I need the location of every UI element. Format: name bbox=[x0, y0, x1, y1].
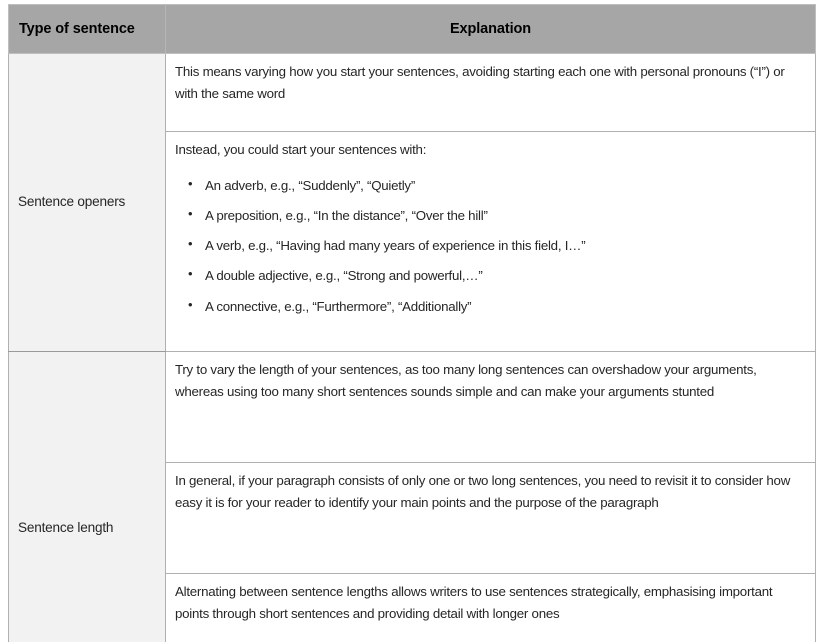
explanation-cell bbox=[166, 54, 816, 132]
explanation-cell bbox=[166, 132, 816, 352]
table-row bbox=[9, 54, 816, 132]
sentence-types-table bbox=[8, 4, 816, 642]
column-header-type-of-sentence: Type of sentence bbox=[9, 5, 166, 54]
table-body bbox=[9, 54, 816, 642]
bullet-icon: • bbox=[188, 205, 193, 221]
explanation-cell bbox=[166, 574, 816, 642]
paragraph-text: Try to vary the length of your sentences, as too many long sentences can overshadow your arguments, whereas using too many short sentences sounds simple and can make your arguments stunted bbox=[175, 362, 757, 399]
table-container bbox=[8, 4, 815, 642]
list-item bbox=[188, 296, 806, 315]
list-item-label: A preposition, e.g., “In the distance”, “Over the hill” bbox=[205, 207, 488, 223]
list-item-label: A double adjective, e.g., “Strong and powerful,…” bbox=[205, 268, 483, 284]
list-item-label: An adverb, e.g., “Suddenly”, “Quietly” bbox=[205, 177, 416, 193]
table-header-row bbox=[9, 5, 816, 54]
explanation-cell bbox=[166, 352, 816, 463]
list-item-label: A verb, e.g., “Having had many years of experience in this field, I…” bbox=[205, 238, 586, 254]
sentence-openers-list bbox=[175, 177, 806, 315]
paragraph-text: This means varying how you start your sentences, avoiding starting each one with personal pronouns (“I”) or with the same word bbox=[175, 64, 785, 101]
table-row bbox=[9, 352, 816, 463]
paragraph-text: Alternating between sentence lengths allows writers to use sentences strategically, emphasising important points through short sentences and providing detail with longer ones bbox=[175, 584, 773, 621]
list-intro-text: Instead, you could start your sentences with: bbox=[175, 142, 427, 157]
bullet-icon: • bbox=[188, 236, 193, 252]
list-item-label: A connective, e.g., “Furthermore”, “Additionally” bbox=[205, 298, 472, 314]
list-item bbox=[188, 266, 806, 284]
list-item bbox=[188, 205, 806, 224]
bullet-icon: • bbox=[188, 175, 193, 191]
table-header bbox=[9, 5, 816, 54]
paragraph-text: In general, if your paragraph consists of only one or two long sentences, you need to revisit it to consider how easy it is for your reader to identify your main points and the purpose of the paragraph bbox=[175, 473, 791, 510]
type-label-sentence-openers: Sentence openers bbox=[9, 54, 166, 352]
list-item bbox=[188, 175, 806, 194]
column-header-explanation: Explanation bbox=[166, 5, 816, 54]
type-label-sentence-length: Sentence length bbox=[9, 352, 166, 642]
list-item bbox=[188, 236, 806, 254]
bullet-icon: • bbox=[188, 296, 193, 312]
explanation-cell bbox=[166, 463, 816, 574]
bullet-icon: • bbox=[188, 266, 193, 282]
